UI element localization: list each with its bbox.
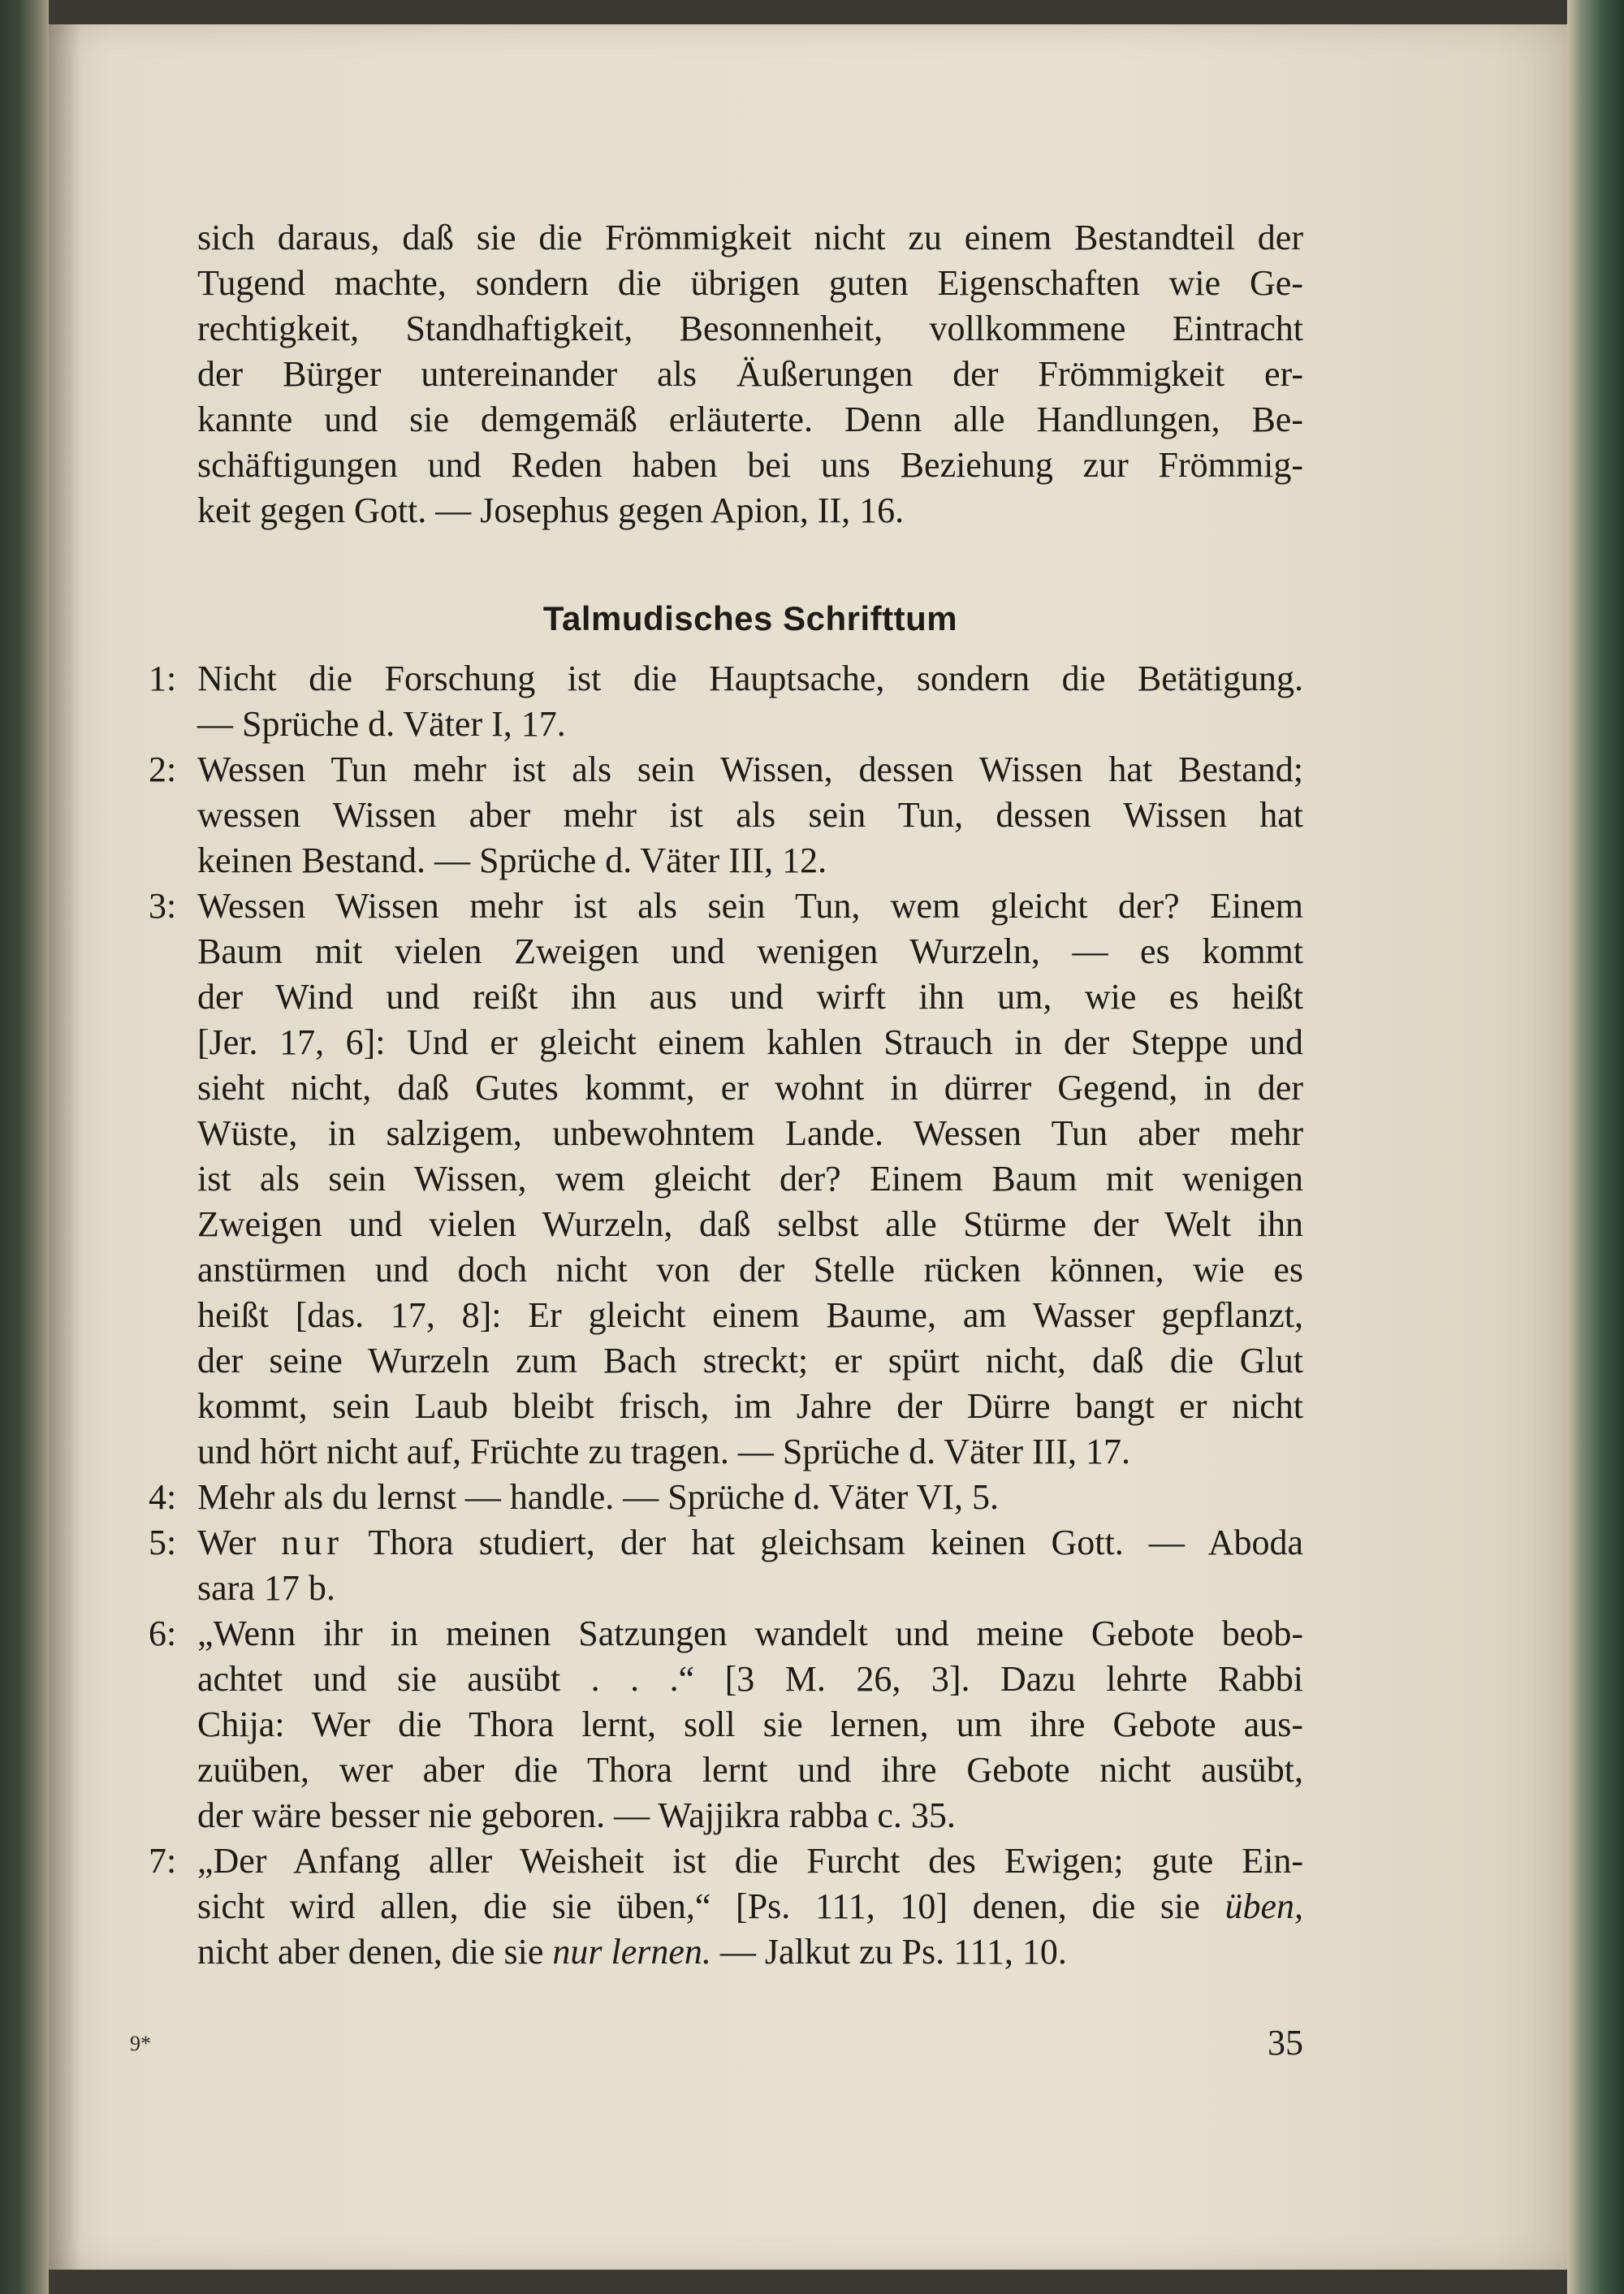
page-number: 35 xyxy=(1268,2023,1303,2063)
text-line: Nicht die Forschung ist die Hauptsache, sondern die Betätigung. xyxy=(197,659,1303,698)
entry-number: 4: xyxy=(149,1477,177,1517)
entry-number: 6: xyxy=(149,1614,177,1653)
text-line: der Bürger untereinander als Äußerungen der Frömmigkeit er- xyxy=(197,354,1303,394)
text-line: rechtigkeit, Standhaftigkeit, Besonnenheit, vollkommene Eintracht xyxy=(197,309,1303,348)
text-line: wessen Wissen aber mehr ist als sein Tun, dessen Wissen hat xyxy=(197,795,1303,835)
entry-number: 1: xyxy=(149,659,177,698)
entry-4 xyxy=(149,1475,1303,1520)
text-line: kannte und sie demgemäß erläuterte. Denn alle Handlungen, Be- xyxy=(197,400,1303,439)
entry-3 xyxy=(149,883,1303,1475)
italic-emphasis: üben, xyxy=(1224,1886,1303,1926)
text-line: „Wenn ihr in meinen Satzungen wandelt und meine Gebote beob- xyxy=(197,1614,1303,1653)
book-cover-right xyxy=(1567,0,1624,2294)
entry-6 xyxy=(149,1611,1303,1838)
text-run: nicht aber denen, die sie xyxy=(197,1932,553,1972)
intro-paragraph xyxy=(197,215,1303,534)
entry-2 xyxy=(149,747,1303,883)
text-run: Wer xyxy=(197,1523,282,1562)
entry-number: 2: xyxy=(149,750,177,789)
book-cover-left xyxy=(0,0,49,2294)
text-line: kommt, sein Laub bleibt frisch, im Jahre der Dürre bangt er nicht xyxy=(197,1386,1303,1426)
text-line: ist als sein Wissen, wem gleicht der? Einem Baum mit wenigen xyxy=(197,1159,1303,1199)
text-line: „Der Anfang aller Weisheit ist die Furcht des Ewigen; gute Ein- xyxy=(197,1841,1303,1881)
text-line xyxy=(197,1520,1303,1566)
entry-number: 3: xyxy=(149,886,177,926)
entry-1 xyxy=(149,656,1303,747)
text-line: Zweigen und vielen Wurzeln, daß selbst alle Stürme der Welt ihn xyxy=(197,1204,1303,1244)
text-line: Wüste, in salzigem, unbewohntem Lande. Wessen Tun aber mehr xyxy=(197,1113,1303,1153)
entry-7 xyxy=(149,1838,1303,1975)
text-line xyxy=(197,1929,1303,1975)
spaced-emphasis: nur xyxy=(281,1523,344,1562)
text-line: — Sprüche d. Väter I, 17. xyxy=(197,704,566,744)
text-line: sich daraus, daß sie die Frömmigkeit nicht zu einem Bestandteil der xyxy=(197,218,1303,257)
text-run: — Jalkut zu Ps. 111, 10. xyxy=(710,1932,1067,1972)
text-line: Chija: Wer die Thora lernt, soll sie lernen, um ihre Gebote aus- xyxy=(197,1704,1303,1744)
entries-list xyxy=(149,656,1304,1975)
text-line: zuüben, wer aber die Thora lernt und ihre Gebote nicht ausübt, xyxy=(197,1750,1303,1790)
text-line: der seine Wurzeln zum Bach streckt; er spürt nicht, daß die Glut xyxy=(197,1341,1303,1380)
text-line: sieht nicht, daß Gutes kommt, er wohnt in dürrer Gegend, in der xyxy=(197,1068,1303,1108)
text-line: Mehr als du lernst — handle. — Sprüche d. Väter VI, 5. xyxy=(197,1477,999,1517)
text-line: Wessen Tun mehr ist als sein Wissen, dessen Wissen hat Bestand; xyxy=(197,750,1303,789)
text-line: achtet und sie ausübt . . .“ [3 M. 26, 3]. Dazu lehrte Rabbi xyxy=(197,1659,1303,1699)
text-run: sicht wird allen, die sie üben,“ [Ps. 111, 10] denen, die sie xyxy=(197,1886,1225,1926)
text-line: [Jer. 17, 6]: Und er gleicht einem kahlen Strauch in der Steppe und xyxy=(197,1022,1303,1062)
text-line: heißt [das. 17, 8]: Er gleicht einem Baume, am Wasser gepflanzt, xyxy=(197,1295,1303,1335)
text-line: Baum mit vielen Zweigen und wenigen Wurzeln, — es kommt xyxy=(197,931,1303,971)
text-line: der wäre besser nie geboren. — Wajjikra rabba c. 35. xyxy=(197,1795,956,1835)
text-line: keit gegen Gott. — Josephus gegen Apion, II, 16. xyxy=(197,490,905,530)
text-line: und hört nicht auf, Früchte zu tragen. — Sprüche d. Väter III, 17. xyxy=(197,1432,1130,1471)
signature-mark: 9* xyxy=(130,2032,151,2055)
entry-number: 5: xyxy=(149,1523,177,1562)
text-line: anstürmen und doch nicht von der Stelle rücken können, wie es xyxy=(197,1250,1303,1290)
text-line: schäftigungen und Reden haben bei uns Beziehung zur Frömmig- xyxy=(197,445,1303,485)
section-heading: Talmudisches Schrifttum xyxy=(542,599,958,637)
text-run: Thora studiert, der hat gleichsam keinen Gott. — Aboda xyxy=(343,1523,1304,1562)
entry-5 xyxy=(149,1520,1304,1611)
entry-number: 7: xyxy=(149,1841,177,1881)
page-gutter-shadow xyxy=(49,24,81,2270)
text-line: keinen Bestand. — Sprüche d. Väter III, 12. xyxy=(197,840,827,880)
text-line: Tugend machte, sondern die übrigen guten Eigenschaften wie Ge- xyxy=(197,263,1303,303)
text-line xyxy=(197,1884,1303,1929)
text-line: sara 17 b. xyxy=(197,1568,335,1608)
text-line: der Wind und reißt ihn aus und wirft ihn um, wie es heißt xyxy=(197,977,1303,1017)
italic-emphasis: nur lernen. xyxy=(552,1932,711,1972)
text-line: Wessen Wissen mehr ist als sein Tun, wem gleicht der? Einem xyxy=(197,886,1303,926)
